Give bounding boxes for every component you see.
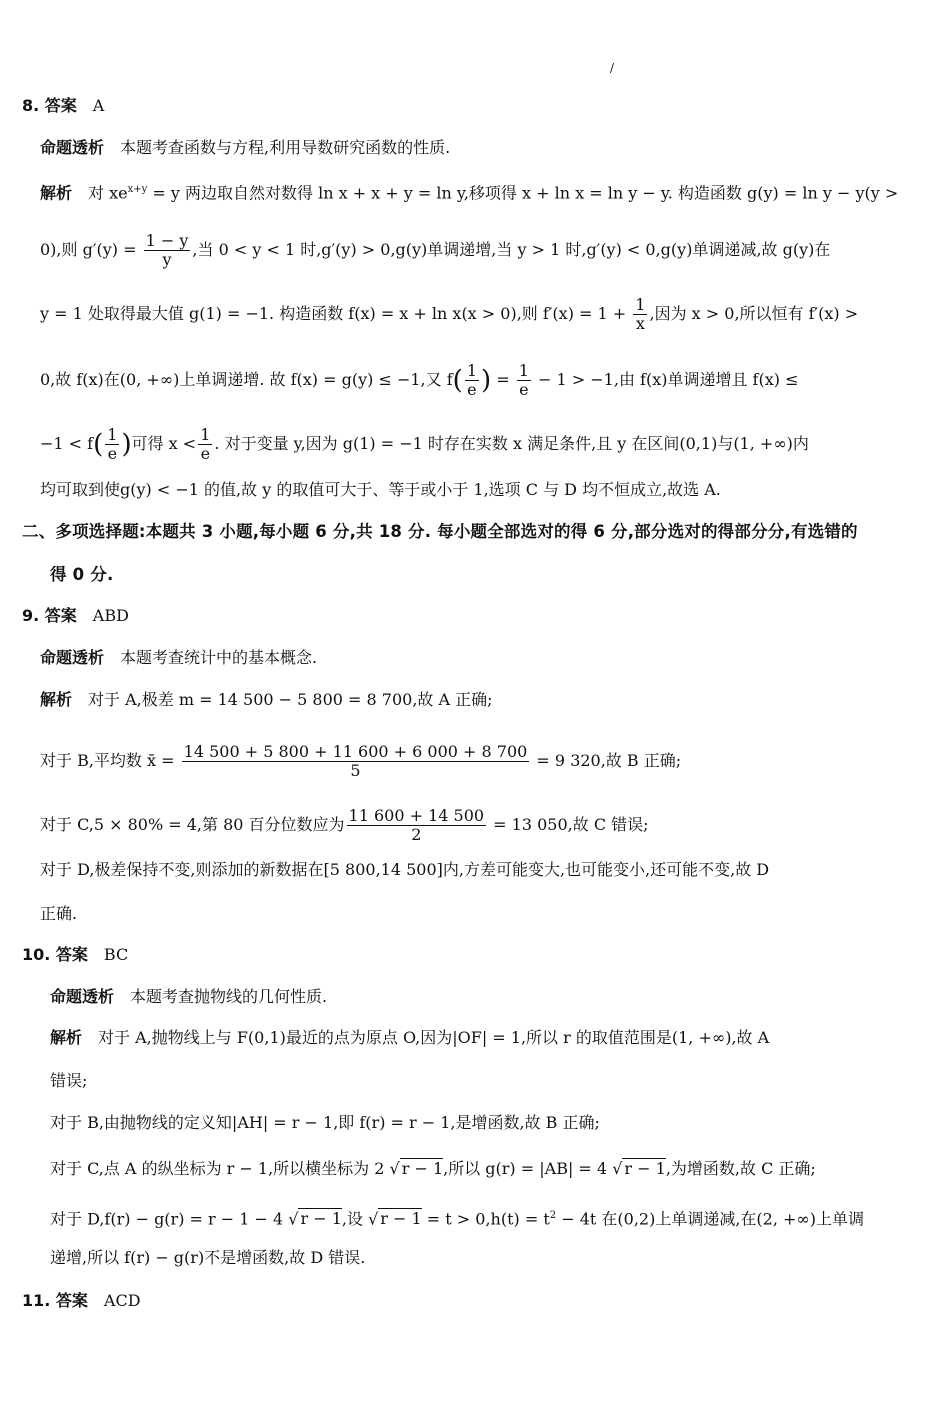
q10-answer-line xyxy=(22,945,128,965)
header-mark: / xyxy=(610,61,615,75)
q8-analysis-line-4 xyxy=(40,362,798,399)
q8-intent-text: 本题考查函数与方程,利用导数研究函数的性质. xyxy=(120,138,451,157)
q8-answer-line xyxy=(22,96,104,116)
q8-analysis-line-5 xyxy=(40,426,809,463)
q10-analysis-label: 解析 xyxy=(50,1028,83,1047)
q10-analysis-a xyxy=(50,1028,769,1048)
q10-d1d: − 4t 在(0,2)上单调递减,在(2, +∞)上单调 xyxy=(556,1209,865,1229)
q9-intent-line xyxy=(40,648,317,668)
q8-l2-denominator: y xyxy=(162,250,172,269)
q8-fraction-1-y-over-y xyxy=(144,232,191,269)
q8-l4b: − 1 > −1,由 f(x)单调递增且 f(x) ≤ xyxy=(532,370,799,389)
q8-l6: 均可取到使g(y) < −1 的值,故 y 的取值可大于、等于或小于 1,选项 C 与 D 均不恒成立,故选 A. xyxy=(40,480,721,499)
q10-c-sqrt-1: r − 1 xyxy=(401,1159,444,1178)
q9-analysis-d: 对于 D,极差保持不变,则添加的新数据在[5 800,14 500]内,方差可能变大,也可能变小,还可能不变,故 D xyxy=(40,860,770,879)
q9-mean-numerator: 14 500 + 5 800 + 11 600 + 6 000 + 8 700 xyxy=(183,742,528,761)
q10-answer: BC xyxy=(103,945,129,964)
q8-fraction-1-over-e-c xyxy=(105,426,119,463)
q8-l5-paren-close: ) xyxy=(121,429,132,460)
q8-l5-numerator: 1 xyxy=(107,425,118,444)
q10-c-sqrt-2: r − 1 xyxy=(624,1159,666,1178)
q8-l4-mid: = xyxy=(491,370,510,389)
q10-analysis-b: 对于 B,由抛物线的定义知|AH| = r − 1,即 f(r) = r − 1,是增函数,故 B 正确; xyxy=(50,1113,600,1132)
q8-fraction-1-over-e-b xyxy=(517,362,531,399)
q8-answer: A xyxy=(92,96,105,115)
q11-answer-line xyxy=(22,1291,141,1311)
q9-analysis-b xyxy=(40,743,681,780)
q8-l4-paren-open: ( xyxy=(452,365,463,396)
q8-number: 8. 答案 xyxy=(22,96,77,115)
q8-l1b: = y 两边取自然对数得 ln x + x + y = ln y,移项得 x + ln x = ln y − y. 构造函数 g(y) = ln y − y(y > xyxy=(147,183,899,203)
q8-analysis-line-3 xyxy=(40,296,858,333)
q10-intent-line xyxy=(50,987,327,1007)
q10-d1a: 对于 D,f(r) − g(r) = r − 1 − 4 xyxy=(50,1209,284,1229)
q8-l3b: ,因为 x > 0,所以恒有 f′(x) > xyxy=(649,304,859,323)
q9-analysis-d-cont: 正确. xyxy=(40,904,78,923)
q8-l2a: 0),则 g′(y) = xyxy=(40,240,137,259)
q8-l3a: y = 1 处取得最大值 g(1) = −1. 构造函数 f(x) = x + ln x(x > 0),则 f′(x) = 1 + xyxy=(40,304,627,323)
q8-analysis-label: 解析 xyxy=(40,183,73,203)
q11-answer: ACD xyxy=(103,1291,141,1310)
q10-analysis-c xyxy=(50,1159,816,1179)
q9-answer-line xyxy=(22,606,129,626)
q10-option-a: 对于 A,抛物线上与 F(0,1)最近的点为原点 O,因为|OF| = 1,所以 r 的取值范围是(1, +∞),故 A xyxy=(98,1028,770,1047)
q9-number: 9. 答案 xyxy=(22,606,77,625)
q11-number: 11. 答案 xyxy=(22,1291,88,1310)
q10-number: 10. 答案 xyxy=(22,945,88,964)
q9-intent-text: 本题考查统计中的基本概念. xyxy=(120,648,318,667)
sqrt-sign: √ xyxy=(368,1209,379,1229)
q8-l4-paren-close: ) xyxy=(481,365,492,396)
q8-intent-label: 命题透析 xyxy=(40,138,105,157)
q9-analysis-c xyxy=(40,807,649,844)
q8-l3-numerator: 1 xyxy=(635,295,646,314)
q8-l2-numerator: 1 − y xyxy=(145,231,189,250)
q10-d-sqrt-2: r − 1 xyxy=(380,1209,422,1229)
q10-d1c: = t > 0,h(t) = t xyxy=(421,1209,550,1229)
q8-l3-denominator: x xyxy=(635,314,645,333)
q8-fraction-1-over-e-a xyxy=(465,362,479,399)
q8-fraction-1-over-x xyxy=(633,296,647,333)
q8-l4a: 0,故 f(x)在(0, +∞)上单调递增. 故 f(x) = g(y) ≤ −1,又 f xyxy=(40,370,453,389)
q10-analysis-a-cont: 错误; xyxy=(50,1071,88,1090)
q8-l5-paren-open: ( xyxy=(93,429,104,460)
q9-analysis-label: 解析 xyxy=(40,690,73,709)
q8-analysis-line-6 xyxy=(40,480,721,500)
q10-intent-label: 命题透析 xyxy=(50,987,115,1006)
q8-analysis-line-1 xyxy=(40,180,898,203)
q8-l4-denominator: e xyxy=(467,380,477,399)
q9-mean-fraction xyxy=(182,743,530,780)
q9-c2: = 13 050,故 C 错误; xyxy=(488,815,649,834)
q8-l4-numerator: 1 xyxy=(466,361,477,380)
q10-intent-text: 本题考查抛物线的几何性质. xyxy=(130,987,328,1006)
q8-l5-denominator-2: e xyxy=(200,444,211,463)
q10-d-exponent: 2 xyxy=(549,1210,557,1221)
q9-c1: 对于 C,5 × 80% = 4,第 80 百分位数应为 xyxy=(40,815,345,834)
q8-l5-denominator: e xyxy=(107,444,118,463)
q8-l5a: −1 < f xyxy=(40,434,94,453)
q10-c2: ,所以 g(r) = |AB| = 4 xyxy=(443,1159,608,1178)
q8-fraction-1-over-e-d xyxy=(198,426,212,463)
q8-l2b: ,当 0 < y < 1 时,g′(y) > 0,g(y)单调递增,当 y > 1 时,g′(y) < 0,g(y)单调递减,故 g(y)在 xyxy=(192,240,831,259)
q9-mean-denominator: 5 xyxy=(350,761,361,780)
q8-l1a: 对 xe xyxy=(88,183,128,203)
q10-analysis-d-cont: 递增,所以 f(r) − g(r)不是增函数,故 D 错误. xyxy=(50,1248,366,1267)
q8-l1-exponent: x+y xyxy=(127,184,148,195)
q8-l5b: . 对于变量 y,因为 g(1) = −1 时存在实数 x 满足条件,且 y 在区间(0,1)与(1, +∞)内 xyxy=(214,434,809,453)
q9-intent-label: 命题透析 xyxy=(40,648,105,667)
sqrt-sign: √ xyxy=(288,1209,299,1229)
q10-d-sqrt-1: r − 1 xyxy=(300,1209,342,1229)
q9-percentile-numerator: 11 600 + 14 500 xyxy=(348,806,485,825)
q9-percentile-denominator: 2 xyxy=(411,825,422,844)
q9-b2: = 9 320,故 B 正确; xyxy=(531,751,682,770)
q9-option-a: 对于 A,极差 m = 14 500 − 5 800 = 8 700,故 A 正确; xyxy=(88,690,493,709)
q8-l5-numerator-2: 1 xyxy=(200,425,211,444)
q10-analysis-d xyxy=(50,1206,864,1229)
q8-l4-denominator-2: e xyxy=(519,380,529,399)
q8-l5-mid: 可得 x < xyxy=(131,434,197,453)
q10-c1: 对于 C,点 A 的纵坐标为 r − 1,所以横坐标为 2 xyxy=(50,1159,385,1178)
q8-l4-numerator-2: 1 xyxy=(518,361,529,380)
sqrt-sign: √ xyxy=(612,1159,623,1178)
section-2-heading-cont: 得 0 分. xyxy=(50,565,114,584)
q8-analysis-line-2 xyxy=(40,232,830,269)
q8-intent-line xyxy=(40,138,450,158)
q9-answer: ABD xyxy=(92,606,129,625)
section-2-heading: 二、多项选择题:本题共 3 小题,每小题 6 分,共 18 分. 每小题全部选对的得 6 分,部分选对的得部分分,有选错的 xyxy=(22,522,858,541)
q9-analysis-a xyxy=(40,690,493,710)
sqrt-sign: √ xyxy=(389,1159,400,1178)
q9-percentile-fraction xyxy=(347,807,487,844)
q10-d1b: ,设 xyxy=(341,1209,363,1229)
q9-b1: 对于 B,平均数 x̄ = xyxy=(40,751,175,770)
q10-c3: ,为增函数,故 C 正确; xyxy=(665,1159,816,1178)
